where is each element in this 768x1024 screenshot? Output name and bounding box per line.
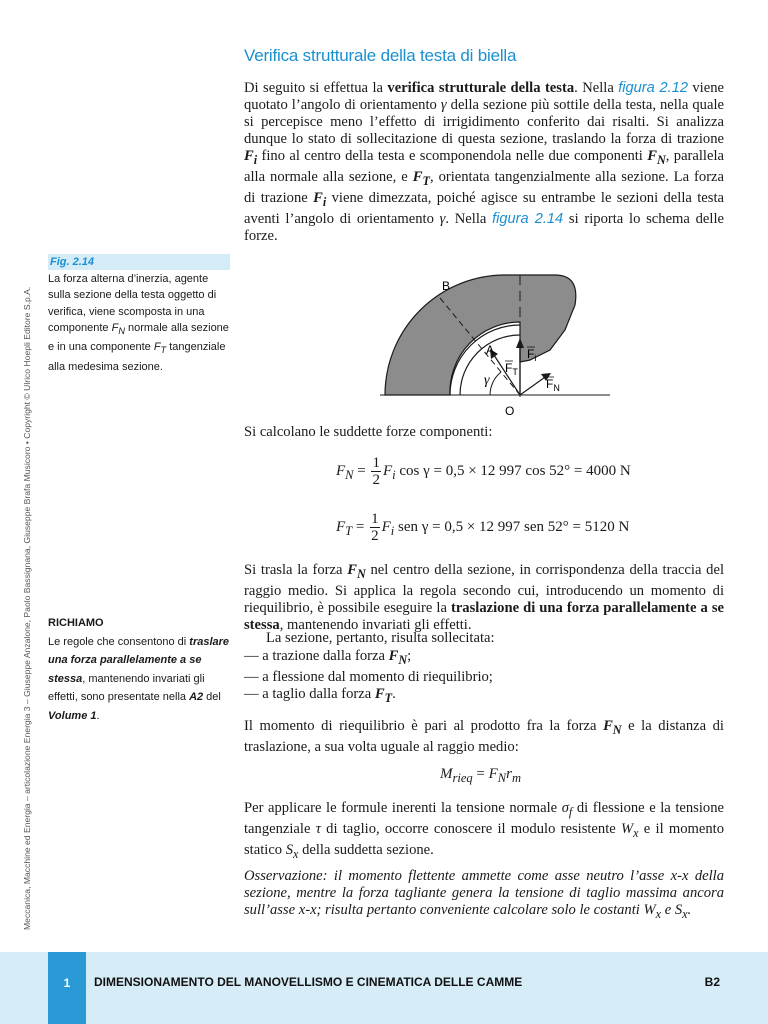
moment-paragraph: Il momento di riequilibrio è pari al prodotto fra la forza $F_N$ e la distanza di traslazione, a sua volta uguale al raggio medio: <box>244 718 724 755</box>
intro-paragraph: Di seguito si effettua la verifica strutturale della testa. Nella figura 2.12 viene quotato l’angolo di orientamento γ della sezione più sottile della testa, nella quale si percepisce meno l’effetto di irrigidimento conferito dai risalti. Si analizza dunque lo stato di sollecitazione di questa sezione, traslando la forza di trazione $F_i$ fino al centro della testa e scomponendola nelle due componenti $F_N$, parallela alla normale alla sezione, e $F_T$, orientata tangenzialmente alla sezione. La forza di trazione $F_i$ viene dimezzata, poiché agisce su entrambe le sezioni della testa aventi l’angolo di orientamento γ. Nella figura 2.14 si riporta lo schema delle forze. <box>244 80 725 244</box>
recall-note: RICHIAMO Le regole che consentono di traslare una forza parallelamente a se stessa, mantenendo invariati gli effetti, sono presentate nella A2 del Volume 1. <box>48 614 230 725</box>
stress-list <box>244 648 724 707</box>
label-fn: $F_N$ <box>546 377 560 393</box>
label-o: O <box>505 404 515 418</box>
figure-2-14-link[interactable]: figura 2.14 <box>492 210 564 227</box>
formula-fn: $F_N$ = $\frac{1}{2}$ $F_i$ cos γ = 0,5 × 12 997 cos 52° = 4000 N <box>336 455 631 488</box>
copyright-sidebar <box>22 230 34 950</box>
stress-item: — a flessione dal momento di riequilibrio; <box>244 668 493 685</box>
figure-label: Fig. 2.14 <box>48 254 230 270</box>
fn-vector <box>520 375 548 395</box>
page-number: B2 <box>704 975 720 989</box>
figure-2-12-link[interactable]: figura 2.12 <box>618 80 688 96</box>
observation-paragraph: Osservazione: il momento flettente ammette come asse neutro l’asse x-x della sezione, mentre la forza tagliante genera la tensione di taglio massima ancora sull’asse x-x; risulta pertanto conveniente calcolare solo le costanti $W_x$ e $S_x$. <box>244 868 724 921</box>
label-gamma: γ <box>484 373 490 388</box>
label-b: B <box>442 279 451 293</box>
figure-caption: Fig. 2.14 La forza alterna d’inerzia, agente sulla sezione della testa oggetto di verifica, viene scomposta in una componente $F_N$ normale alla sezione e in una componente $F_T$ tangenziale alla medesima sezione. <box>48 256 229 373</box>
section-title: Verifica strutturale della testa di biella <box>244 46 517 65</box>
page-footer <box>0 952 768 1024</box>
chapter-number: 1 <box>48 952 86 1024</box>
label-ft: $F_T$ <box>505 361 518 377</box>
formula-moment: $M_{rieq} = F_Nr_m$ <box>440 766 521 785</box>
copyright-text: Meccanica, Macchine ed Energia – articolazione Energia 3 – Giuseppe Anzalone, Paolo Bassignana, Giuseppe Brafa Musicoro • Copyright © Ulrico Hoepli Editore S.p.A. <box>22 286 32 930</box>
recall-heading: RICHIAMO <box>48 617 104 629</box>
calc-intro: Si calcolano le suddette forze componenti: <box>244 424 493 440</box>
stress-item: — a taglio dalla forza $F_T$. <box>244 685 396 705</box>
stress-item: — a trazione dalla forza $F_N$; <box>244 648 412 667</box>
stress-intro: La sezione, pertanto, risulta sollecitata: <box>266 630 495 646</box>
formula-ft: $F_T$ = $\frac{1}{2}$ $F_i$ sen γ = 0,5 × 12 997 sen 52° = 5120 N <box>336 511 630 544</box>
chapter-title: DIMENSIONAMENTO DEL MANOVELLISMO E CINEMATICA DELLE CAMME <box>94 975 523 989</box>
force-diagram <box>380 270 610 420</box>
stress-formulas-paragraph: Per applicare le formule inerenti la tensione normale $\sigma_f$ di flessione e la tensione tangenziale τ di taglio, occorre conoscere il modulo resistente $W_x$ e il momento statico $S_x$ della suddetta sezione. <box>244 800 724 861</box>
label-fi: $F_i$ <box>527 347 537 363</box>
label-a: A <box>486 343 495 357</box>
translation-paragraph: Si trasla la forza $F_N$ nel centro della sezione, in corrispondenza della traccia del raggio medio. Si applica la regola secondo cui, introducendo un momento di riequilibrio, è possibile eseguire la traslazione di una forza parallelamente a se stessa, mantenendo invariati gli effetti. <box>244 562 725 633</box>
